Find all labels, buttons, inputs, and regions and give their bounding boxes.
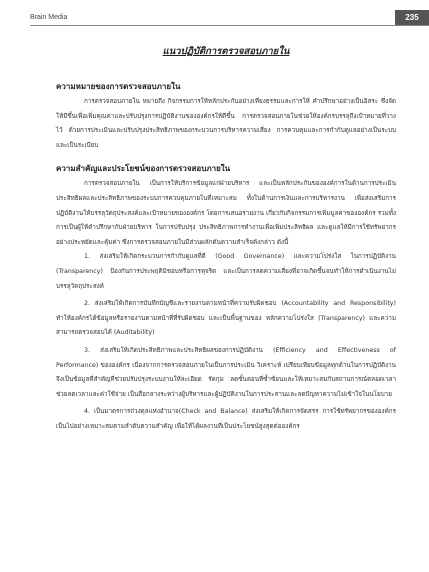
list-item: 1. ส่งเสริมให้เกิดกระบวนการกำกับดูแลที่ดี (Good Governance) และความโปร่งใส ในการปฏิบัติงาน (Transparency) ป้องกันการประพฤติมิชอบหรือการทุจริต และเป็นการลดความเสี่ยงที่อาจเกิดขึ้นจนทำให้การดำเนินงานไม่บรรลุวัตถุประสงค์ bbox=[56, 253, 396, 290]
page-body bbox=[56, 44, 396, 437]
paragraph: การตรวจสอบภายใน เป็นการให้บริการข้อมูลแก่ฝ่ายบริหาร และเป็นหลักประกันขององค์การในด้านการประเมินประสิทธิผลและประสิทธิภาพของระบบการควบคุมภายในที่เหมาะสม ทั้งในด้านการเงินและการบริหารงาน เพื่อส่งเสริมการปฏิบัติงานให้บรรลุวัตถุประสงค์และเป้าหมายขององค์กร โดยการเสนอรายงาน เกี่ยวกับกิจกรรมการเพิ่มมูลค่าขององค์กร รวมทั้งการเป็นผู้ให้คำปรึกษากับฝ่ายบริหาร ในการปรับปรุง ประสิทธิภาพการทำงานเพื่อเพิ่มประสิทธิผล และดูแลให้มีการใช้ทรัพยากรอย่างประหยัดและคุ้มค่า ซึ่งการตรวจสอบภายในมีส่วนผลักดันความสำเร็จดังกล่าว ดังนี้ bbox=[56, 180, 396, 246]
page-number-badge: 235 bbox=[395, 10, 429, 25]
list-item: 3. ส่งเสริมให้เกิดประสิทธิภาพและประสิทธิผลของการปฏิบัติงาน (Efficiency and Effectiveness of Performance) ขององค์กร เนื่องจากการตรวจสอบภายในเป็นการประเมิน วิเคราะห์ เปรียบเทียบข้อมูลทุกด้านในการปฏิบัติงาน จึงเป็นข้อมูลที่สำคัญที่ช่วยปรับปรุงระบบงานให้ละเอียด รัดกุม ลดขั้นตอนที่ซ้ำซ้อนและให้เหมาะสมกับสถานการณ์ตลอดเวลา ช่วยลดเวลาและค่าใช้จ่าย เป็นสื่อกลางระหว่างผู้บริหารและผู้ปฏิบัติงานในการประสานและลดปัญหาความไม่เข้าใจในนโยบาย bbox=[56, 346, 396, 398]
header-divider bbox=[30, 25, 429, 26]
section-heading-importance: ความสำคัญและประโยชน์ของการตรวจสอบภายใน bbox=[56, 164, 231, 174]
paragraph: การตรวจสอบภายใน หมายถึง กิจกรรมการให้หลักประกันอย่างเที่ยงธรรมและการให้ คำปรึกษาอย่างเป็นอิสระ ซึ่งจัดให้มีขึ้นเพื่อเพิ่มคุณค่าและปรับปรุงการปฏิบัติงานขององค์กรให้ดีขึ้น การตรวจสอบภายในช่วยให้องค์กรบรรลุถึงเป้าหมายที่วางไว้ ด้วยการประเมินและปรับปรุงประสิทธิภาพของกระบวนการบริหารความเสี่ยง การควบคุมและการกำกับดูแลอย่างเป็นระบบและเป็นระเบียบ bbox=[56, 98, 396, 149]
page-title: แนวปฏิบัติการตรวจสอบภายใน bbox=[162, 46, 290, 57]
list-item: 2. ส่งเสริมให้เกิดการบันทึกบัญชีและรายงานตามหน้าที่ความรับผิดชอบ (Accountability and Responsibility) ทำให้องค์กรได้ข้อมูลหรือรายงานตามหน้าที่ที่รับผิดชอบ และเป็นพื้นฐานของ หลักความโปร่งใส (Transparency) และความสามารถตรวจสอบได้ (Auditability) bbox=[56, 300, 396, 337]
publisher-name: Brain Media bbox=[30, 14, 68, 21]
section-heading-definition: ความหมายของการตรวจสอบภายใน bbox=[56, 82, 181, 91]
list-item: 4. เป็นมาตรการถ่วงดุลแห่งอำนาจ(Check and Balance) ส่งเสริมให้เกิดการจัดสรร การใช้ทรัพยากรขององค์กรเป็นไปอย่างเหมาะสมตามลำดับความสำคัญ เพื่อให้ได้ผลงานที่เป็นประโยชน์สูงสุดต่อองค์กร bbox=[56, 408, 396, 430]
page-header bbox=[0, 0, 429, 36]
